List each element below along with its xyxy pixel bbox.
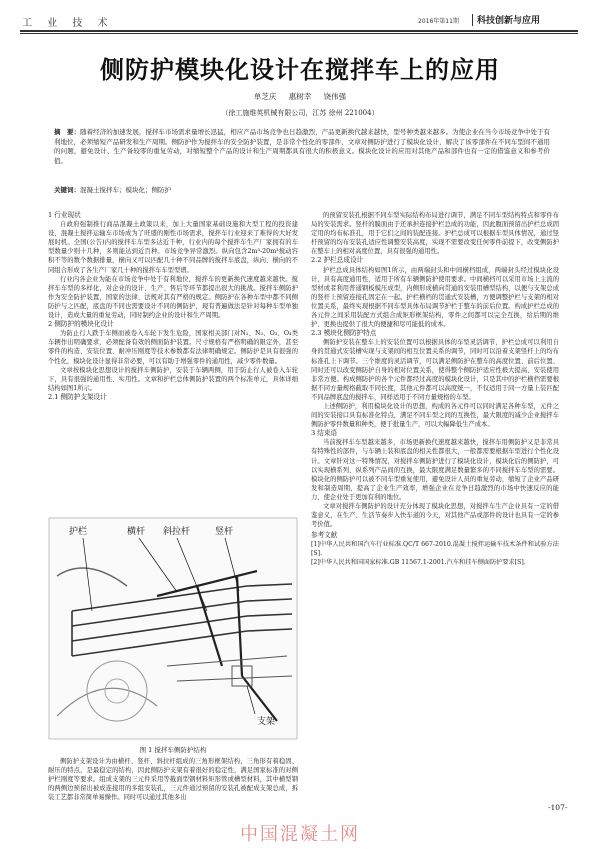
article-title: 侧防护模块化设计在搅拌车上的应用	[100, 55, 500, 84]
section-heading: 2.3 模块化侧防护特点	[311, 329, 377, 338]
authors: 单芝庆 惠树幸 饶伟强	[253, 92, 347, 101]
abstract-label: 摘 要：	[54, 128, 81, 136]
keywords	[54, 185, 550, 194]
paragraph: 侧防护支架设计为由横杆、竖杆、斜拉杆组成的三角形框架结构，三角形有着稳固、耐压的特点，是最稳定的结构，因此侧防护支架有着很好的稳定性，满足国家标准的对侧护栏刚度等要求。组成支架的三元件采用等截面型钢材料矩形管或槽型材料，其中横型钢的两侧边预留出被成连接用的多组安装孔，三元件通过预留的安装孔被配成支架总成，拆装工艺都非常简单易操作。同时可以通过其他多出	[48, 758, 298, 802]
label-upright: 竖杆	[215, 527, 234, 537]
left-column-continued	[48, 757, 298, 802]
page-number: -107-	[548, 803, 568, 812]
reference-item: [1]中华人民共和国汽车行业标准.QC/T 667-2010.混凝土搅拌运输车技术条件和试验方法[S].	[311, 541, 559, 558]
label-diagonal-brace: 斜拉杆	[163, 527, 191, 537]
header-separator	[472, 14, 473, 26]
watermark: 中国混凝土网	[240, 824, 360, 845]
paragraph: 侧防护安装在整车上的安装位置可以根据具体的车型灵活调节，护栏总成可以利用自身的贯通式安装槽实现与支架间的相互位置关系的调节，同时可以沿着支架竖杆上的均布标准孔上下调节。三个维度的灵活调节，可以满足侧防护在整车的高度位置、前后位置、同时还可以改变侧防护自身的相对位置关系，使得整个侧防护适应性极大提高，安装使用非常方便。构成侧防护的各个元件都经过高度的模块化设计，只是其中的护栏横档需要根据不同方量规格截取不同长度，其他元件都可以高度统一，不仅适用于同一方量上装匹配不同品牌底盘的搅拌车，同样适用于不同方量规格的车型。	[311, 339, 559, 401]
section-heading: 1 行业现状	[48, 211, 81, 219]
side-guard-diagram	[47, 516, 299, 741]
right-column	[311, 211, 559, 567]
section-heading: 3 结束语	[311, 429, 338, 438]
abstract	[54, 128, 550, 166]
header-rule-thin	[20, 33, 578, 34]
section-heading: 2.2 护栏总成设计	[311, 256, 364, 265]
section-heading: 2 侧防护的模块化设计	[48, 320, 114, 329]
figure-caption: 图 1 搅拌车侧防护结构	[139, 746, 207, 754]
label-guardrail: 护栏	[69, 527, 88, 537]
section-label: 科技创新与应用	[477, 16, 541, 26]
paragraph: 文章对搅拌车侧防护的设计充分体现了模块化思想，对搅拌车生产企业具有一定的借鉴意义，在生产、生活节奏步入快车道的今天，对其他产品或部件的设计也具有一定的参考价值。	[311, 503, 559, 529]
label-crossbar: 横杆	[127, 527, 146, 537]
issue-label: 2016年第11期	[418, 18, 459, 25]
paragraph: 行业内各企业为能在市场竞争中处于有利地位，搅拌车的更新换代速度越来越快。搅拌车车型的多样化，对企业的设计、生产、售后等环节都提出很大的挑战。搅拌车侧防护作为安全防护装置，国家的法律、法规对其有严格的规定。侧防护在各种车型中都不同侧防护与之匹配，底盘的不同也需要设计不同的侧防护，现有普遍做法是针对每种车型单独设计，造成大量的重复劳动，同时制约企业的设计和生产周期。	[48, 275, 298, 320]
reference-item: [2]中华人民共和国国家标准.GB 11567.1-2001.汽车和挂车侧面防护要求[S].	[311, 559, 526, 567]
header-rule	[20, 30, 578, 32]
paragraph: 当前搅拌车车型越来越多，市场更新换代速度越来越快，搅拌车用侧防护又是非常具有特殊性的部件，与车辆上装和底盘的相关性都很大，一般都需要根据车型进行个性化设计。文章针对这一特殊情况，对搅拌车侧防护进行了模块化设计，模块化后的侧防护，可以实现横系列、纵系列产品间的互换，最大限度满足数量繁多的不同搅拌车车型的需要。模块化的侧防护可以被不同车型重复使用，避免设计人员的重复劳动，缩短了企业产品研发和制造周期，提高了企业生产效率，增强企业在竞争日趋激烈的市场中快速反应的能力，使企业处于更加有利的地位。	[311, 439, 559, 501]
paragraph: 自政府强制推行商品混凝土政策以来，加上大量国家基础设施和大型工程的投资建设，混凝土搅拌运输车市场成为了旺盛的刚性市场需求，搅拌车行业迎来了难得的大好发展时机。全国(公告)内的搅拌车车型多达近千种，行业内的每个搅拌车生产厂家拥有的车型数量少则十几种，多则能达到近百种。市场竞争异常激烈。纵向包含2m³-20m³搅动容积不等的数个数据排量，横向又可以匹配几十种不同品牌的搅拌车底盘，纵向、横向的不同组合形成了各生产厂家几十种的搅拌车车型型谱。	[48, 221, 298, 274]
left-column	[48, 211, 298, 402]
figure-1	[47, 516, 299, 741]
references-heading: 参考文献	[311, 531, 338, 540]
affiliation: （徐工施维英机械有限公司，江苏 徐州 221004）	[221, 109, 379, 117]
keywords-label: 关键词：	[54, 186, 80, 194]
journal-name: 工 业 技 术	[22, 18, 114, 29]
paragraph: 文章按模块化思想设计的搅拌车侧防护，安装于车辆两侧，用于防止行人被卷入车轮下，具有很强的通用性、实用性。文章和护栏总体侧防护装置的两个标准单元，具体详细结构如图1所示。	[48, 366, 298, 392]
paragraph: 为防止行人跌于车侧而被卷入车轮下发生危险，国家相关部门对N₂、N₃、O₃、O₄类车辆作出明确要求，必须配备有效的侧面防护装置。尺寸规格有严格明确的限定外，甚至零件的构造、安装位置、耐冲压刚度等技术参数都有法律明确规定。侧防护是具有很强的个性化，模块化设计显得非常必要，可以有助于增强零件的通用性，减少零件数量。	[48, 330, 298, 365]
keywords-text: 混凝土搅拌车；模块化；侧防护	[80, 186, 171, 194]
paragraph: 的预留安装孔根据不同车型实际结构布局进行调节，满足不同车型结构特点和零件布局的安装需求。竖杆的膜面由于还承担连接护栏总成的功能，因此腹面预留出护栏总成固定用的均布标准孔，用于它们之间的装配连接。护栏总成可以根据车型具体情况，通过竖杆预留的均布安装孔适应性调整安装高度，实现不需要改变任何零件前提下，改变侧防护在整车上的相对高度位置，具有很强的通用性。	[311, 212, 559, 256]
paragraph: 上述侧防护，利用模块化设计的思想，构成的各元件可以同时满足各种车型，元件之间的安装接口具有标准化特点，满足不同车型之间的互换性，最大限度的减少企业搅拌车侧防护零件数量和种类，便于批量生产，可以大幅降低生产成本。	[311, 402, 559, 429]
paragraph: 护栏总成具体结构如图1所示，由两端封头和中间横档组成，两端封头经过模块化设计，具有高度通用性，适用于所有车辆侧防护使用要求。中间横档可以采用市场上主流的型材或者利用普通钢板模压成型，内侧形成横向贯通的安装用槽型结构，以便与支架总成的竖杆上预留连接孔固定在一起。护栏横档的贯通式安装槽，方便调整护栏与支架的相对位置关系，最终实现根据不同车型具体布局调节护栏于整车的前后位置。构成护栏总成的各元件之间采用装配方式组合成矩形框架结构，零件之间都可以完全互换，给后期的维护、更换也提供了很大的便捷和尽可能低的成本。	[311, 266, 559, 329]
label-bracket: 支架	[257, 717, 276, 727]
section-heading: 2.1 侧防护支架设计	[48, 392, 107, 401]
abstract-text: 随着经济的加速发展，搅拌车市场需求量增长迅猛，相应产品市场竞争也日趋激烈，产品更新换代越来越快，型号种类越来越多。为使企业在当今市场竞争中处于有利地位，必须缩短产品研发和生产周期。侧防护作为搅拌车的安全防护装置，是非常个性化的零部件，文章对侧防护进行了模块化设计，解决了该零部件在不同车型间不通用的问题，避免设计、生产备较零的重复劳动，对缩短整个产品的设计和生产周期都具有很大的积极意义。模块化设计的应用对其他产品和部件也有一定的借鉴意义和参考价值。	[54, 128, 551, 165]
references	[311, 531, 559, 567]
